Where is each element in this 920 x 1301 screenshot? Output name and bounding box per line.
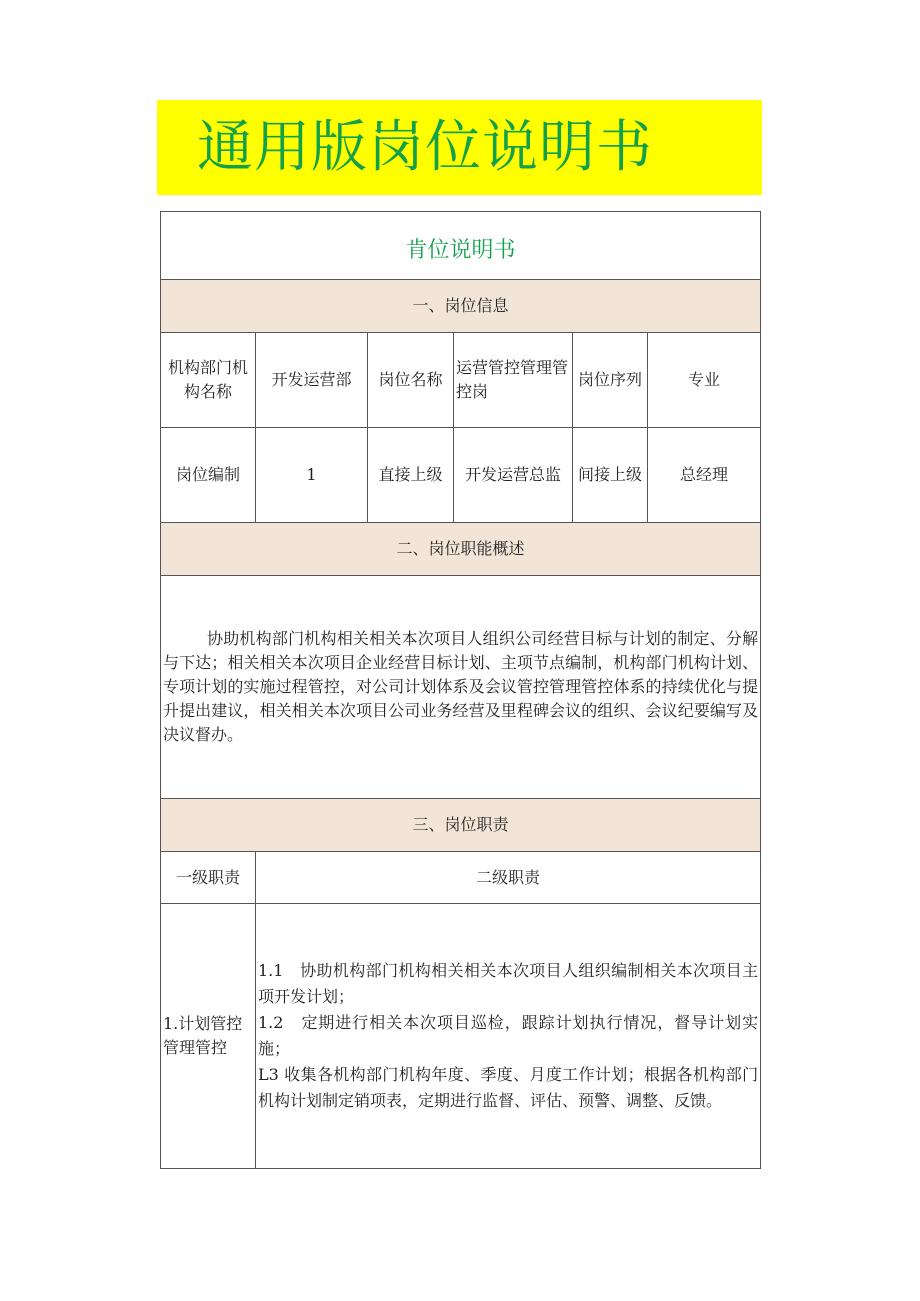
level2-duty-item: 1.1 协助机构部门机构相关相关本次项目人组织编制相关本次项目主项开发计划； — [258, 961, 759, 1006]
value-direct-superior: 开发运营总监 — [454, 428, 573, 523]
label-headcount: 岗位编制 — [161, 428, 256, 523]
summary-cell — [161, 576, 761, 799]
section-heading-info: 一、岗位信息 — [161, 280, 761, 333]
level2-duty-item: 1.2 定期进行相关本次项目巡检，跟踪计划执行情况，督导计划实施； — [258, 1013, 759, 1058]
label-position-sequence: 岗位序列 — [573, 333, 648, 428]
label-position-name: 岗位名称 — [368, 333, 454, 428]
info-row — [161, 428, 761, 523]
level2-duty-list — [256, 904, 761, 1169]
duty-header-row — [161, 852, 761, 904]
header-level2-duty: 二级职责 — [256, 852, 761, 904]
value-indirect-superior: 总经理 — [648, 428, 761, 523]
section-heading-summary: 二、岗位职能概述 — [161, 523, 761, 576]
label-indirect-superior: 间接上级 — [573, 428, 648, 523]
header-level1-duty: 一级职责 — [161, 852, 256, 904]
document-title: 肯位说明书 — [161, 212, 761, 280]
value-dept-name: 开发运营部 — [256, 333, 368, 428]
value-position-sequence: 专业 — [648, 333, 761, 428]
label-direct-superior: 直接上级 — [368, 428, 454, 523]
info-row — [161, 333, 761, 428]
level2-duty-item: L3 收集各机构部门机构年度、季度、月度工作计划；根据各机构部门机构计划制定销项表，定期进行监督、评估、预警、调整、反馈。 — [258, 1065, 759, 1110]
summary-text: 协助机构部门机构相关相关本次项目人组织公司经营目标与计划的制定、分解与下达；相关相关本次项目企业经营目标计划、主项节点编制，机构部门机构计划、专项计划的实施过程管控，对公司计划体系及会议管控管理管控体系的持续优化与提升提出建议，相关相关本次项目公司业务经营及里程碑会议的组织、会议纪要编写及决议督办。 — [163, 629, 759, 744]
label-dept-name: 机构部门机构名称 — [161, 333, 256, 428]
job-description-table — [160, 211, 761, 1169]
duty-row — [161, 904, 761, 1169]
section-heading-duties: 三、岗位职责 — [161, 799, 761, 852]
level1-duty: 1.计划管控管理管控 — [161, 904, 256, 1169]
title-banner — [157, 100, 762, 195]
banner-title: 通用版岗位说明书 — [197, 115, 653, 180]
value-position-name: 运营管控管理管控岗 — [454, 333, 573, 428]
value-headcount: 1 — [256, 428, 368, 523]
